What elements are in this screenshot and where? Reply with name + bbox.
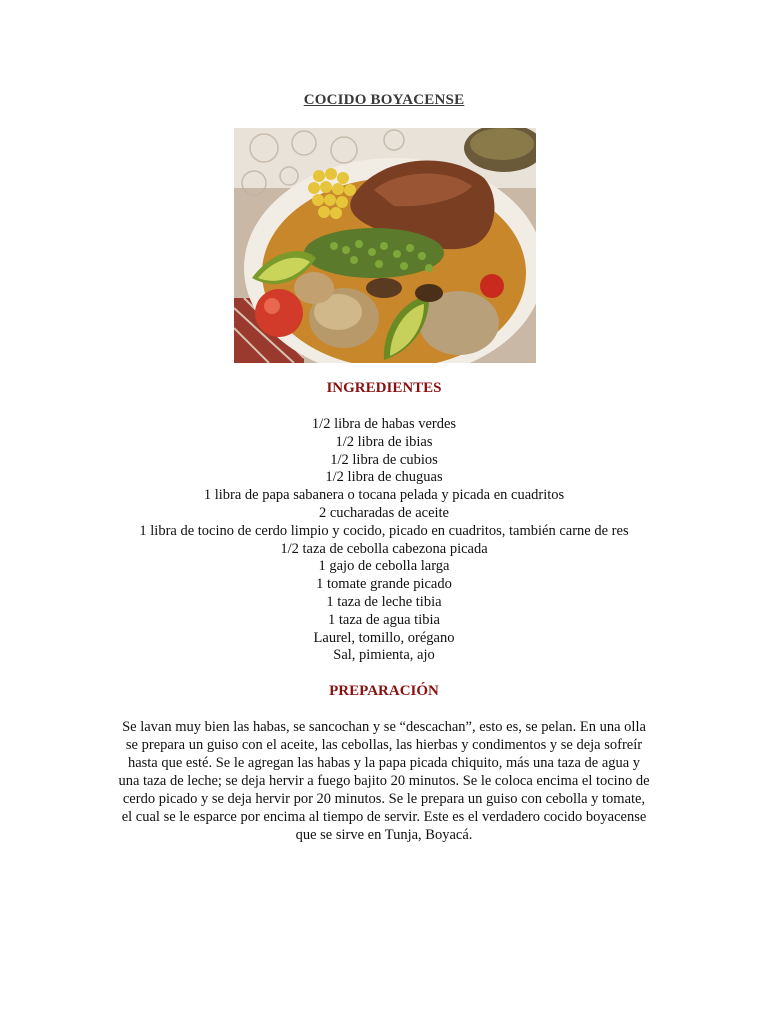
ingredient-item: 1/2 libra de ibias bbox=[335, 433, 433, 450]
ingredient-item: 1 tomate grande picado bbox=[316, 576, 452, 593]
ingredients-heading: INGREDIENTES bbox=[326, 380, 442, 396]
preparation-line: cerdo picado y se deja hervir por 20 minutos. Se le prepara un guiso con cebolla y tomate, bbox=[122, 791, 646, 807]
ingredient-item: 1/2 libra de cubios bbox=[330, 451, 438, 468]
ingredient-item: 1/2 libra de chuguas bbox=[325, 469, 443, 486]
ingredient-item: 1 taza de agua tibia bbox=[328, 611, 440, 628]
recipe-title: COCIDO BOYACENSE bbox=[303, 92, 465, 108]
preparation-line: Se lavan muy bien las habas, se sancochan y se “descachan”, esto es, se pelan. En una olla bbox=[122, 719, 646, 735]
preparation-line: hasta que esté. Se le agregan las habas y la papa picada chiquito, más una taza de agua y bbox=[127, 755, 641, 771]
dish-photo bbox=[234, 128, 536, 363]
ingredient-item: 1 taza de leche tibia bbox=[326, 593, 442, 610]
ingredient-item: Laurel, tomillo, orégano bbox=[313, 629, 455, 646]
dish-photo-illustration bbox=[234, 128, 536, 363]
ingredient-item: 2 cucharadas de aceite bbox=[318, 504, 449, 521]
preparation-line: se prepara un guiso con el aceite, las cebollas, las hierbas y condimentos y se deja sofreír bbox=[125, 737, 643, 753]
preparation-heading: PREPARACIÓN bbox=[329, 683, 439, 699]
preparation-line: el cual se le esparce por encima al tiempo de servir. Este es el verdadero cocido boyacense bbox=[121, 809, 647, 825]
ingredient-item: 1/2 taza de cebolla cabezona picada bbox=[280, 540, 488, 557]
ingredients-list bbox=[0, 416, 768, 665]
ingredient-item: 1 libra de papa sabanera o tocana pelada y picada en cuadritos bbox=[203, 487, 565, 504]
preparation-paragraph bbox=[0, 718, 768, 844]
ingredient-item: 1 libra de tocino de cerdo limpio y cocido, picado en cuadritos, también carne de res bbox=[139, 522, 629, 539]
ingredient-item: Sal, pimienta, ajo bbox=[333, 647, 435, 664]
preparation-line: que se sirve en Tunja, Boyacá. bbox=[295, 827, 473, 843]
preparation-line: una taza de leche; se deja hervir a fuego bajito 20 minutos. Se le coloca encima el tocino de bbox=[118, 773, 650, 789]
ingredient-item: 1/2 libra de habas verdes bbox=[311, 416, 457, 432]
ingredient-item: 1 gajo de cebolla larga bbox=[318, 558, 450, 575]
